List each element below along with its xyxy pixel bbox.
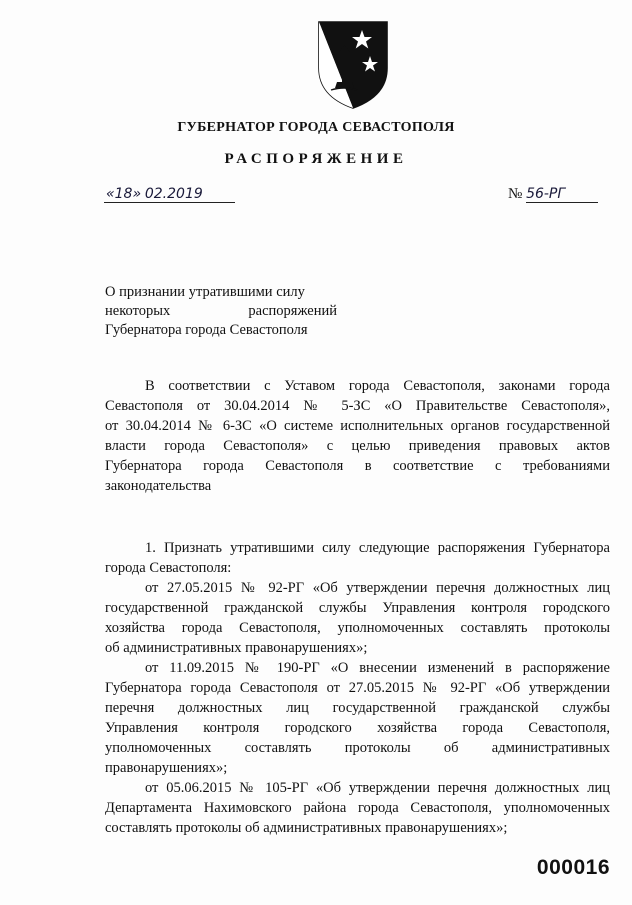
clause-line: от 05.06.2015 № 105-РГ «Об утверждении перечня должностных лиц (145, 780, 610, 796)
date-close-quote: » (132, 186, 142, 202)
clause-line: Губернатора города Севастополя от 27.05.2015 № 92-РГ «Об утверждении (105, 680, 610, 696)
number-value: 56-РГ (526, 186, 566, 202)
preamble-line: от 30.04.2014 № 6-ЗС «О системе исполнительных органов государственной (105, 418, 610, 434)
date-day: 18 (114, 186, 133, 202)
clause-line: хозяйства города Севастополя, уполномоченных составлять протоколы (105, 620, 610, 636)
document-type-heading: РАСПОРЯЖЕНИЕ (224, 151, 408, 167)
sevastopol-coat-of-arms-icon (315, 16, 391, 111)
subject-line: некоторых распоряжений (105, 303, 337, 319)
document-subject (105, 283, 337, 340)
registry-number: 000016 (536, 856, 610, 879)
subject-line: Губернатора города Севастополя (105, 322, 308, 338)
clause-line: правонарушениях»; (105, 760, 228, 776)
document-date (104, 186, 235, 203)
clause-1 (105, 538, 610, 838)
clause-line: от 27.05.2015 № 92-РГ «Об утверждении перечня должностных лиц (145, 580, 610, 596)
clause-line: уполномоченных составлять протоколы об административных (105, 740, 610, 756)
clause-line: от 11.09.2015 № 190-РГ «О внесении изменений в распоряжение (145, 660, 610, 676)
subject-line: О признании утратившими силу (105, 284, 305, 300)
number-sign: № (508, 186, 523, 202)
preamble-line: законодательства (105, 478, 212, 494)
clause-line: перечня должностных лиц государственной гражданской службы (105, 700, 610, 716)
document-number (508, 186, 598, 203)
clause-line: 1. Признать утратившими силу следующие распоряжения Губернатора (145, 540, 610, 556)
date-open-quote: « (106, 186, 115, 202)
preamble-line: власти города Севастополя» с целью приведения правовых актов (105, 438, 610, 454)
clause-line: города Севастополя: (105, 560, 232, 576)
clause-line: Управления контроля городского хозяйства города Севастополя, (105, 720, 610, 736)
preamble-paragraph (105, 376, 610, 496)
clause-line: об административных правонарушениях»; (105, 640, 368, 656)
preamble-line: Севастополя от 30.04.2014 № 5-ЗС «О Правительстве Севастополя», (105, 398, 610, 414)
clause-line: Департамента Нахимовского района города Севастополя, уполномоченных (105, 800, 610, 816)
preamble-line: Губернатора города Севастополя в соответствие с требованиями (105, 458, 610, 474)
clause-line: государственной гражданской службы Управления контроля городского (105, 600, 610, 616)
date-month-year: 02.2019 (144, 186, 203, 202)
clause-line: составлять протоколы об административных правонарушениях»; (105, 820, 508, 836)
issuing-organization: ГУБЕРНАТОР ГОРОДА СЕВАСТОПОЛЯ (177, 120, 455, 135)
preamble-line: В соответствии с Уставом города Севастополя, законами города (145, 378, 610, 394)
